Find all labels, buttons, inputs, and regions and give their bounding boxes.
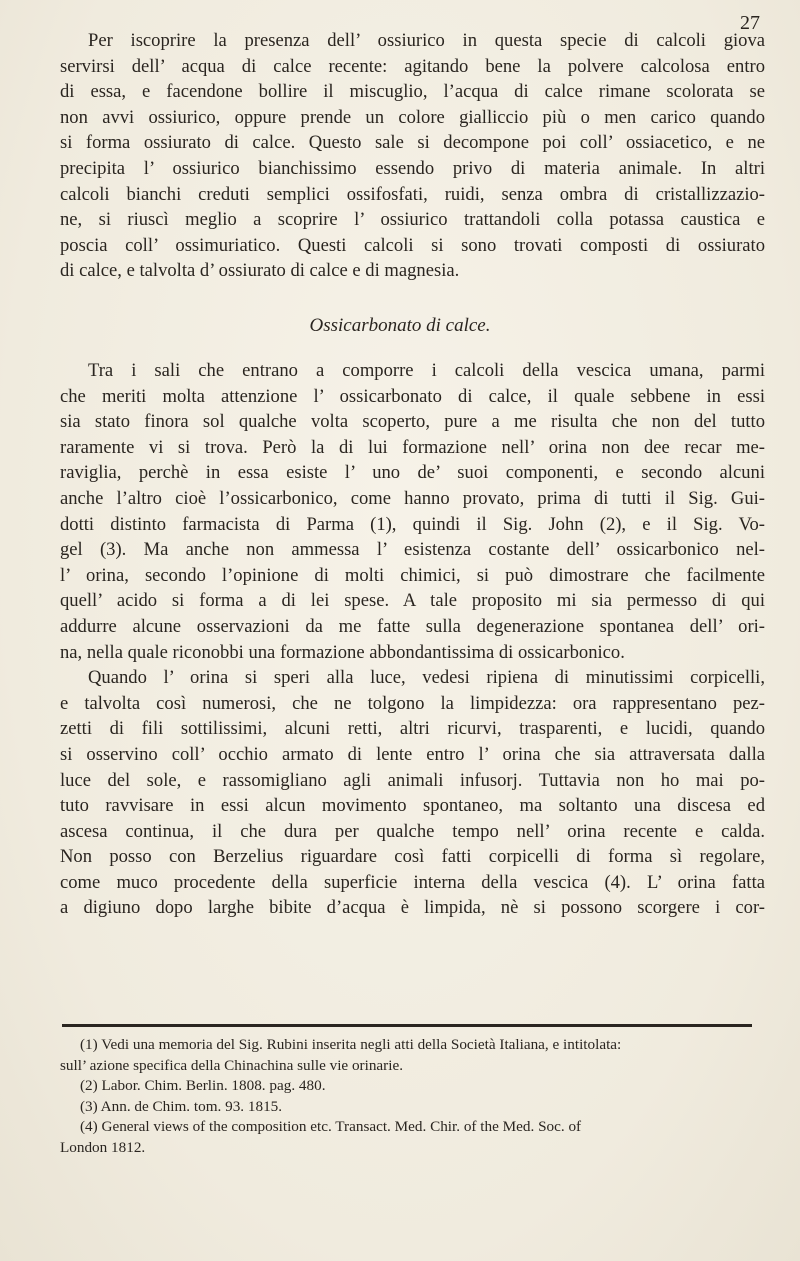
text-line: poscia coll’ ossimuriatico. Questi calcoli si sono trovati composti di ossiurato (60, 234, 765, 256)
text-line: l’ orina, secondo l’opinione di molti chimici, si può dimostrare che facilmente (60, 564, 765, 586)
text-line: na, nella quale riconobbi una formazione abbondantissima di ossicarbonico. (60, 641, 625, 663)
footnote: (3) Ann. de Chim. tom. 93. 1815. (80, 1097, 283, 1115)
text-line: zetti di fili sottilissimi, alcuni retti, altri ricurvi, trasparenti, e lucidi, quando (60, 718, 765, 740)
page-number: 27 (740, 12, 760, 34)
text-line: servirsi dell’ acqua di calce recente: agitando bene la polvere calcolosa entro (60, 55, 765, 77)
text-line: sia stato finora sol qualche volta scoperto, pure a me risulta che non del tutto (60, 411, 765, 433)
text-line: Tra i sali che entrano a comporre i calcoli della vescica umana, parmi (88, 360, 765, 381)
text-line: si forma ossiurato di calce. Questo sale si decompone poi coll’ ossiacetico, e ne (60, 132, 765, 154)
text-line: Quando l’ orina si speri alla luce, vedesi ripiena di minutissimi corpicelli, (88, 667, 765, 689)
text-line: come muco procedente della superficie interna della vescica (4). L’ orina fatta (60, 871, 765, 893)
text-line: luce del sole, e rassomigliano agli animali infusorj. Tuttavia non ho mai po- (60, 769, 765, 791)
text-line: che meriti molta attenzione l’ ossicarbonato di calce, il quale sebbene in essi (60, 385, 765, 407)
text-line: dotti distinto farmacista di Parma (1), quindi il Sig. John (2), e il Sig. Vo- (60, 513, 765, 535)
text-line: ascesa continua, il che dura per qualche tempo nell’ orina recente e calda. (60, 820, 765, 842)
text-line: di essa, e facendone bollire il miscuglio, l’acqua di calce rimane scolorata se (60, 81, 765, 103)
paragraph-oxiurico (60, 28, 765, 284)
text-line: non avvi ossiurico, oppure prende un colore gialliccio più o men carico quando (60, 106, 765, 128)
text-line: e talvolta così numerosi, che ne tolgono la limpidezza: ora rappresentano pez- (60, 692, 765, 714)
footnote: (1) Vedi una memoria del Sig. Rubini inserita negli atti della Società Italiana, e intitolata: (80, 1036, 622, 1053)
footnote-continuation: London 1812. (60, 1138, 146, 1156)
text-line: di calce, e talvolta d’ ossiurato di calce e di magnesia. (60, 260, 460, 282)
text-line: a digiuno dopo larghe bibite d’acqua è limpida, nè si possono scorgere i cor- (60, 897, 765, 919)
footnote-divider (62, 1024, 752, 1027)
text-line: anche l’altro cioè l’ossicarbonico, come hanno provato, prima di tutti il Sig. Gui- (60, 487, 765, 509)
text-line: Per iscoprire la presenza dell’ ossiurico in questa specie di calcoli giova (88, 30, 765, 51)
text-line: Non posso con Berzelius riguardare così fatti corpicelli di forma sì regolare, (60, 846, 765, 868)
text-line: raviglia, perchè in essa esiste l’ uno de’ suoi componenti, e secondo alcuni (60, 462, 765, 484)
text-line: raramente vi si trova. Però la di lui formazione nell’ orina non dee recar me- (60, 436, 765, 458)
text-line: si osservino coll’ occhio armato di lente entro l’ orina che sia attraversata dalla (60, 743, 765, 765)
text-line: gel (3). Ma anche non ammessa l’ esistenza costante dell’ ossicarbonico nel- (60, 539, 765, 561)
text-line: quell’ acido si forma a di lei spese. A tale proposito mi sia permesso di qui (60, 590, 765, 612)
footnote: (2) Labor. Chim. Berlin. 1808. pag. 480. (80, 1077, 326, 1095)
text-line: ne, si riuscì meglio a scoprire l’ ossiurico trattandoli colla potassa caustica e (60, 209, 765, 231)
text-line: addurre alcune osservazioni da me fatte sulla degenerazione spontanea dell’ ori- (60, 615, 765, 637)
section-heading: Ossicarbonato di calce. (309, 315, 491, 336)
text-line: precipita l’ ossiurico bianchissimo essendo privo di materia animale. In altri (60, 157, 765, 179)
footnote: (4) General views of the composition etc. Transact. Med. Chir. of the Med. Soc. of (80, 1118, 582, 1136)
text-line: calcoli bianchi creduti semplici ossifosfati, ruidi, senza ombra di cristallizzazio- (60, 183, 765, 205)
paragraph-ossicarbonato (60, 358, 765, 921)
footnote-continuation: sull’ azione specifica della Chinachina sulle vie orinarie. (60, 1056, 403, 1074)
footnotes (60, 1035, 765, 1159)
text-line: tuto ravvisare in essi alcun movimento spontaneo, ma soltanto una discesa ed (60, 795, 765, 817)
